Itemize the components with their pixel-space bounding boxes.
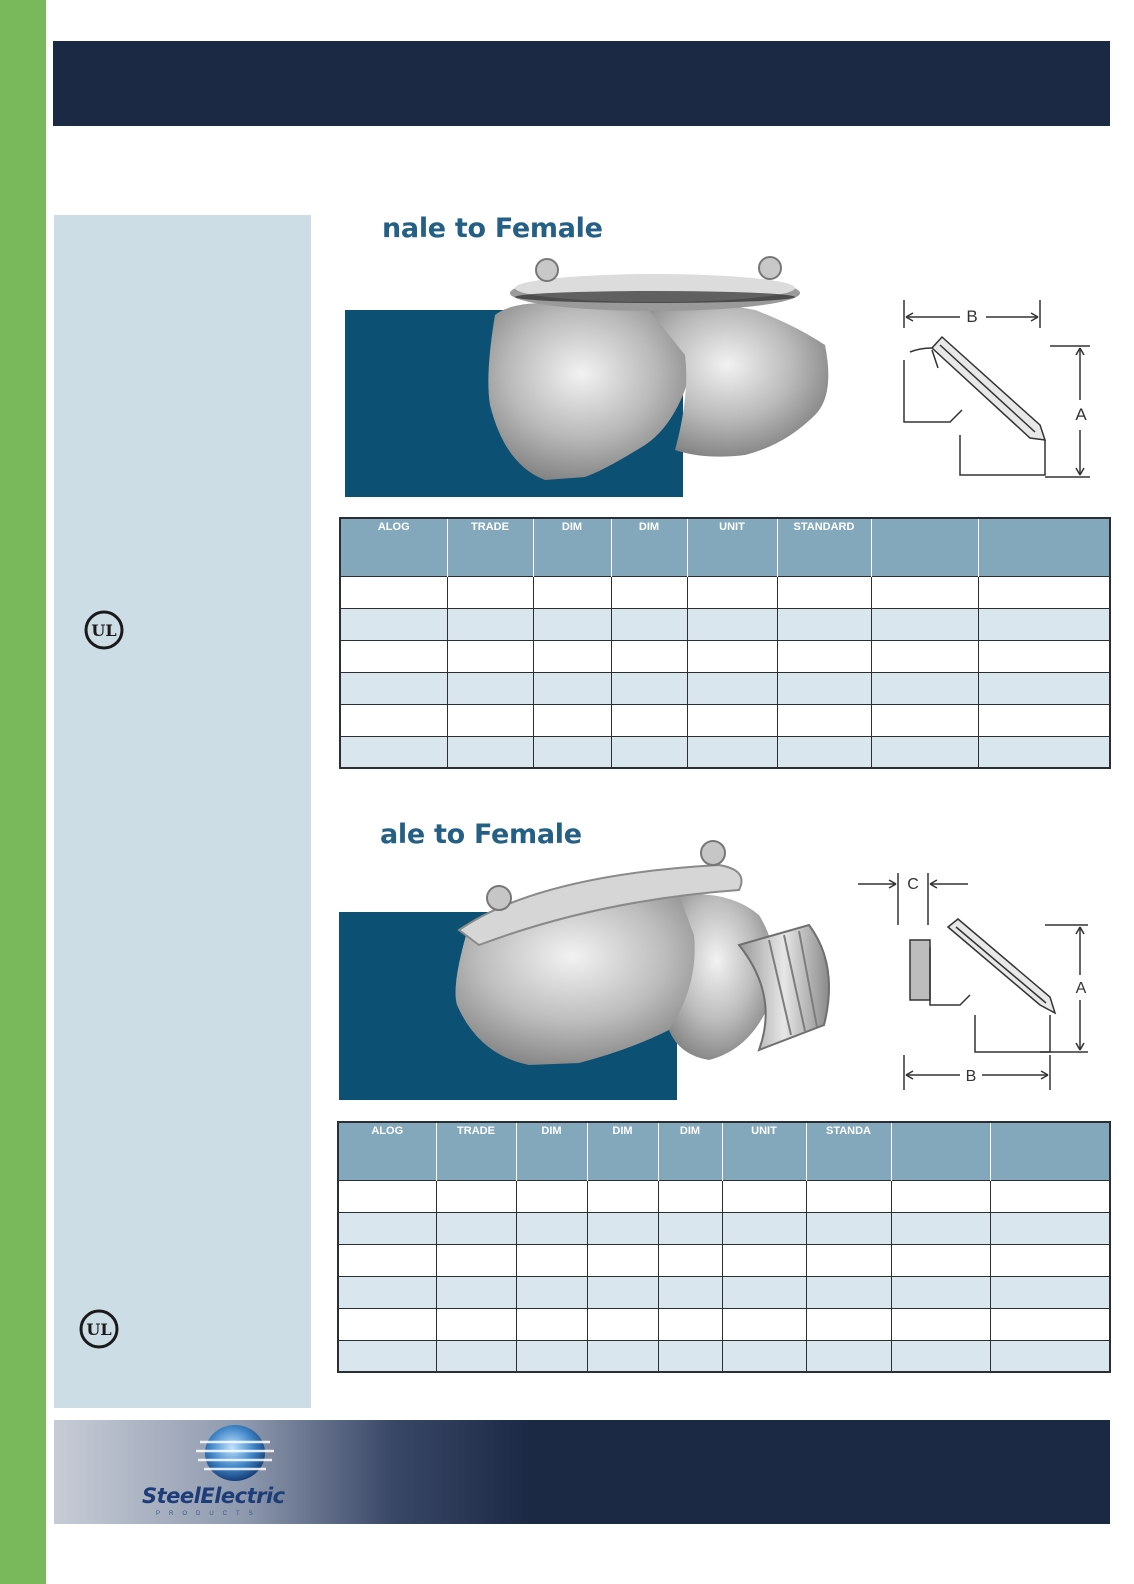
- table-cell: [533, 608, 611, 640]
- table-cell: [978, 736, 1110, 768]
- section-title: ale to Female: [380, 819, 582, 850]
- dimension-diagram: [850, 865, 1125, 1110]
- table-row: [338, 1340, 1110, 1372]
- column-header: [871, 518, 978, 576]
- table-cell: [891, 1340, 990, 1372]
- diagram-label-c: C: [907, 876, 919, 893]
- table-row: [340, 576, 1110, 608]
- table-cell: [516, 1276, 587, 1308]
- table-cell: [722, 1244, 806, 1276]
- table-cell: [871, 704, 978, 736]
- table-cell: [436, 1212, 516, 1244]
- table-cell: [447, 640, 533, 672]
- table-cell: [658, 1180, 722, 1212]
- table-cell: [340, 736, 447, 768]
- steelelectric-logo: [138, 1420, 338, 1524]
- table-cell: [658, 1308, 722, 1340]
- table-cell: [990, 1308, 1110, 1340]
- table-cell: [722, 1340, 806, 1372]
- table-cell: [871, 640, 978, 672]
- diagram-label-b: B: [966, 307, 978, 326]
- table-cell: [611, 608, 687, 640]
- table-cell: [658, 1244, 722, 1276]
- column-header: [990, 1122, 1110, 1180]
- table-cell: [891, 1244, 990, 1276]
- table-cell: [806, 1308, 891, 1340]
- table-cell: [533, 736, 611, 768]
- table-cell: [777, 608, 871, 640]
- column-header: ALOG: [338, 1122, 436, 1180]
- column-header: TRADE: [436, 1122, 516, 1180]
- diagram-label-b: B: [965, 1068, 977, 1085]
- table-cell: [516, 1340, 587, 1372]
- table-cell: [587, 1340, 658, 1372]
- table-cell: [777, 640, 871, 672]
- table-cell: [687, 672, 777, 704]
- table-cell: [978, 704, 1110, 736]
- spec-table-2: [337, 1121, 1111, 1373]
- table-cell: [777, 736, 871, 768]
- table-cell: [340, 576, 447, 608]
- table-cell: [611, 736, 687, 768]
- svg-text:UL: UL: [91, 621, 117, 640]
- table-cell: [722, 1276, 806, 1308]
- table-cell: [516, 1212, 587, 1244]
- table-cell: [806, 1212, 891, 1244]
- table-cell: [777, 704, 871, 736]
- section-title: nale to Female: [382, 213, 603, 244]
- dimension-diagram: [880, 290, 1120, 505]
- table-cell: [978, 672, 1110, 704]
- table-cell: [436, 1244, 516, 1276]
- table-cell: [658, 1276, 722, 1308]
- column-header: DIM: [658, 1122, 722, 1180]
- sidebar-panel: [54, 215, 311, 1408]
- table-cell: [587, 1180, 658, 1212]
- table-row: [338, 1180, 1110, 1212]
- table-cell: [891, 1276, 990, 1308]
- table-cell: [340, 672, 447, 704]
- table-cell: [871, 576, 978, 608]
- svg-text:UL: UL: [86, 1320, 112, 1339]
- table-cell: [658, 1212, 722, 1244]
- table-cell: [871, 672, 978, 704]
- table-cell: [990, 1340, 1110, 1372]
- table-row: [340, 736, 1110, 768]
- column-header: DIM: [611, 518, 687, 576]
- table-cell: [891, 1180, 990, 1212]
- footer-banner: [54, 1420, 1110, 1524]
- table-cell: [533, 576, 611, 608]
- table-cell: [687, 736, 777, 768]
- product-photo-pulling-elbow: [345, 255, 845, 497]
- table-cell: [658, 1340, 722, 1372]
- table-cell: [436, 1308, 516, 1340]
- table-cell: [871, 736, 978, 768]
- table-cell: [990, 1244, 1110, 1276]
- column-header: UNIT: [722, 1122, 806, 1180]
- table-cell: [516, 1308, 587, 1340]
- column-header: [891, 1122, 990, 1180]
- table-row: [338, 1212, 1110, 1244]
- table-cell: [340, 608, 447, 640]
- table-cell: [990, 1276, 1110, 1308]
- table-cell: [338, 1340, 436, 1372]
- column-header: UNIT: [687, 518, 777, 576]
- table-cell: [436, 1276, 516, 1308]
- table-cell: [687, 704, 777, 736]
- table-cell: [340, 640, 447, 672]
- table-row: [338, 1308, 1110, 1340]
- table-cell: [338, 1180, 436, 1212]
- table-cell: [338, 1244, 436, 1276]
- table-cell: [806, 1276, 891, 1308]
- table-cell: [611, 672, 687, 704]
- table-cell: [338, 1308, 436, 1340]
- column-header: TRADE: [447, 518, 533, 576]
- table-cell: [687, 576, 777, 608]
- table-cell: [777, 576, 871, 608]
- table-cell: [533, 640, 611, 672]
- table-row: [340, 640, 1110, 672]
- table-cell: [978, 576, 1110, 608]
- ul-listed-icon: [83, 609, 125, 651]
- table-cell: [587, 1276, 658, 1308]
- table-cell: [447, 576, 533, 608]
- table-cell: [990, 1180, 1110, 1212]
- product-photo-pulling-elbow-male: [339, 835, 849, 1100]
- table-cell: [777, 672, 871, 704]
- table-cell: [447, 608, 533, 640]
- table-cell: [891, 1308, 990, 1340]
- table-cell: [611, 704, 687, 736]
- table-cell: [340, 704, 447, 736]
- column-header: DIM: [587, 1122, 658, 1180]
- table-cell: [990, 1212, 1110, 1244]
- table-cell: [891, 1212, 990, 1244]
- table-cell: [516, 1244, 587, 1276]
- column-header: STANDA: [806, 1122, 891, 1180]
- table-cell: [436, 1180, 516, 1212]
- table-cell: [978, 608, 1110, 640]
- green-edge-bar: [0, 0, 46, 1584]
- top-banner: [53, 41, 1110, 126]
- table-cell: [587, 1212, 658, 1244]
- table-cell: [447, 704, 533, 736]
- table-cell: [611, 576, 687, 608]
- table-row: [338, 1276, 1110, 1308]
- table-cell: [687, 640, 777, 672]
- column-header: STANDARD: [777, 518, 871, 576]
- table-cell: [436, 1340, 516, 1372]
- table-cell: [871, 608, 978, 640]
- table-cell: [806, 1340, 891, 1372]
- table-cell: [722, 1308, 806, 1340]
- table-cell: [533, 704, 611, 736]
- table-cell: [447, 736, 533, 768]
- diagram-label-a: A: [1075, 405, 1087, 424]
- diagram-label-a: A: [1075, 980, 1087, 997]
- table-cell: [516, 1180, 587, 1212]
- table-header-row: [340, 518, 1110, 576]
- table-cell: [587, 1308, 658, 1340]
- table-cell: [587, 1244, 658, 1276]
- column-header: [978, 518, 1110, 576]
- table-cell: [806, 1180, 891, 1212]
- ul-listed-icon: [78, 1308, 120, 1350]
- table-cell: [806, 1244, 891, 1276]
- spec-table-1: [339, 517, 1111, 769]
- column-header: DIM: [516, 1122, 587, 1180]
- logo-wordmark: SteelElectric: [142, 1484, 285, 1508]
- table-cell: [447, 672, 533, 704]
- table-cell: [338, 1276, 436, 1308]
- table-cell: [611, 640, 687, 672]
- table-cell: [978, 640, 1110, 672]
- table-cell: [722, 1180, 806, 1212]
- column-header: ALOG: [340, 518, 447, 576]
- table-cell: [338, 1212, 436, 1244]
- table-row: [340, 672, 1110, 704]
- table-cell: [533, 672, 611, 704]
- table-cell: [687, 608, 777, 640]
- table-row: [338, 1244, 1110, 1276]
- table-row: [340, 608, 1110, 640]
- logo-subtext: PRODUCTS: [156, 1511, 262, 1517]
- table-cell: [722, 1212, 806, 1244]
- column-header: DIM: [533, 518, 611, 576]
- table-header-row: [338, 1122, 1110, 1180]
- table-row: [340, 704, 1110, 736]
